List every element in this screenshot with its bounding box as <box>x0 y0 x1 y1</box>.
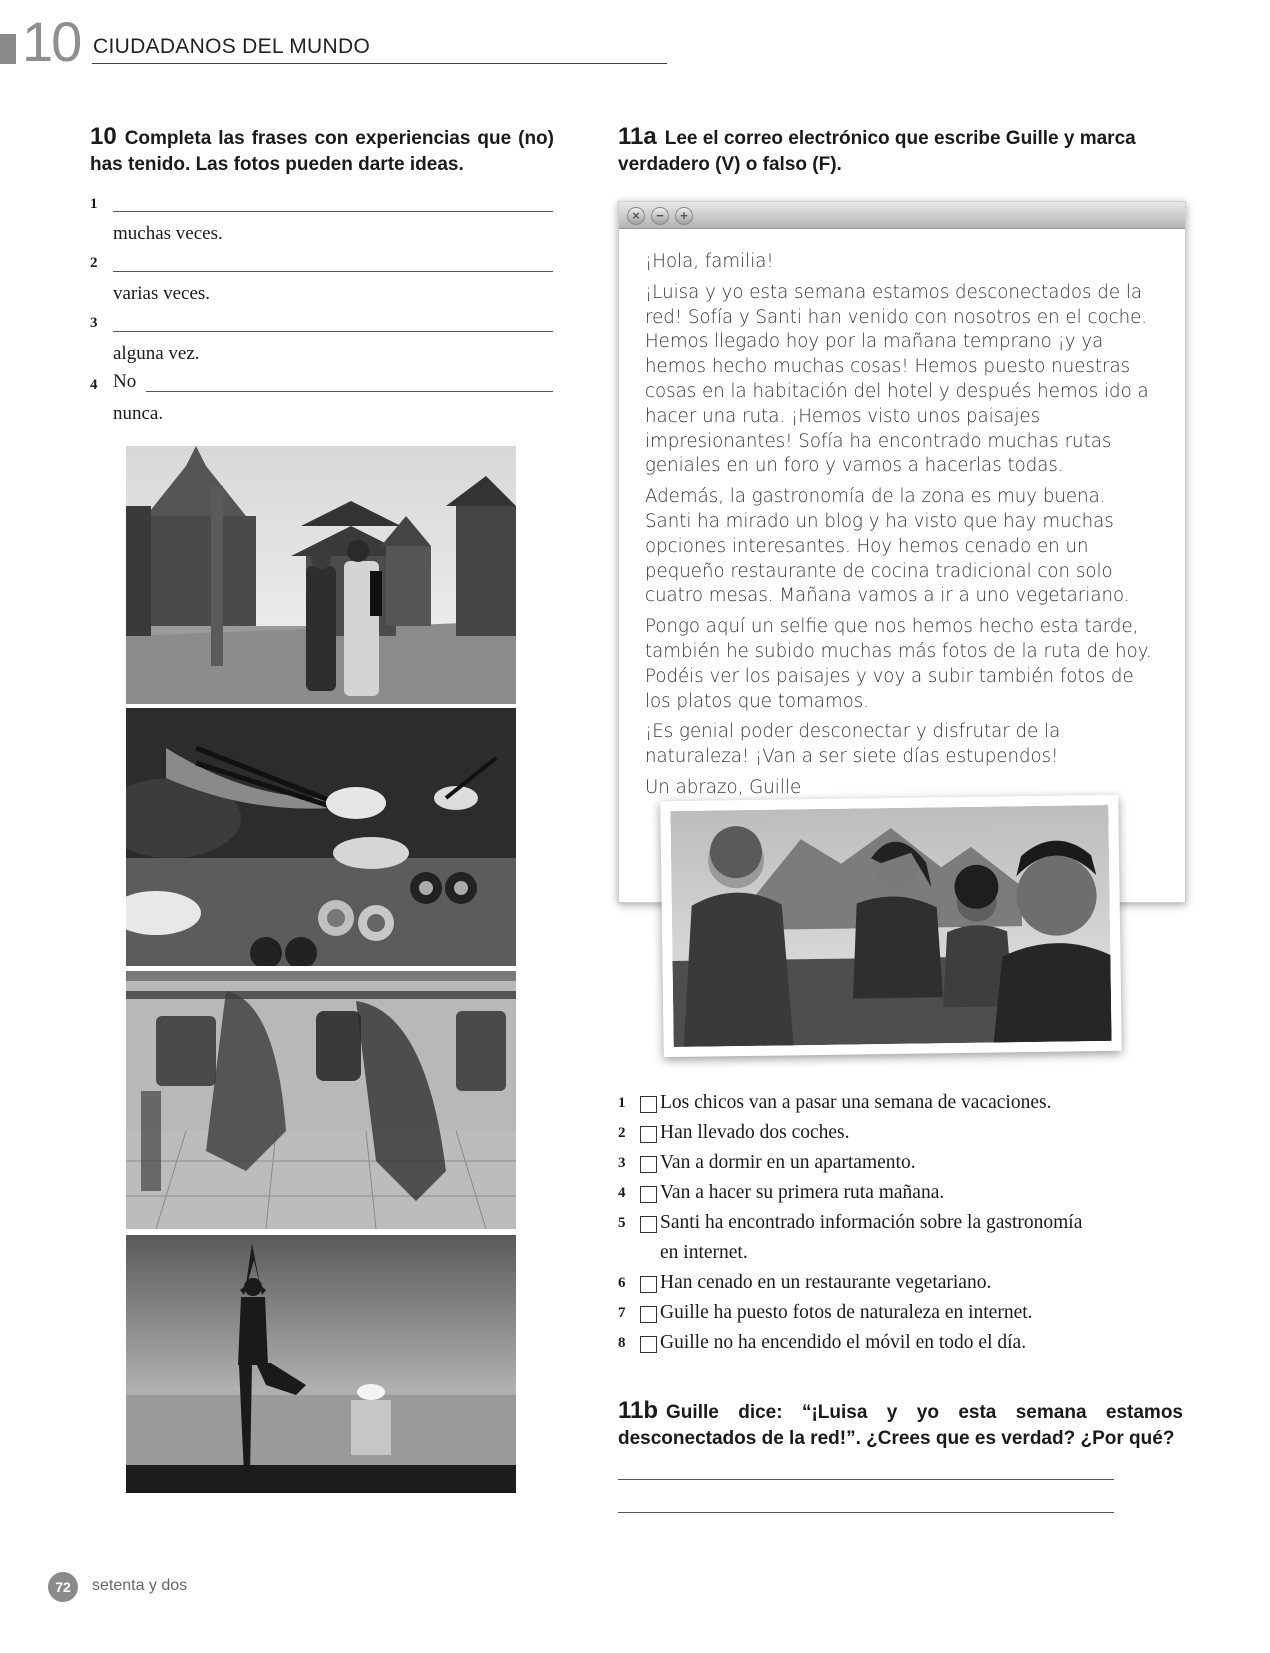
statement-number: 8 <box>618 1335 626 1351</box>
answer-line[interactable] <box>113 271 553 272</box>
answer-line[interactable] <box>113 211 553 212</box>
statement-text: Guille ha puesto fotos de naturaleza en internet. <box>660 1302 1033 1323</box>
exercise-instruction: Lee el correo electrónico que escribe Guille y marca verdadero (V) o falso (F). <box>618 128 1136 175</box>
item-number: 3 <box>90 315 98 331</box>
header-rule <box>92 63 667 64</box>
unit-number: 10 <box>22 10 81 73</box>
statement-text: Han llevado dos coches. <box>660 1122 850 1143</box>
statement-text: Van a dormir en un apartamento. <box>660 1152 916 1173</box>
subway-commuters-photo <box>126 971 516 1229</box>
sushi-chopsticks-photo <box>126 708 516 966</box>
answer-line[interactable] <box>113 331 553 332</box>
minimize-icon[interactable]: − <box>651 207 669 225</box>
statement-row <box>618 1268 1198 1298</box>
statement-text: Guille no ha encendido el móvil en todo el día. <box>660 1332 1027 1353</box>
selfie-photo <box>660 795 1122 1057</box>
answer-checkbox[interactable] <box>640 1306 657 1323</box>
statement-row <box>618 1328 1198 1358</box>
exercise-number: 11b <box>618 1397 659 1424</box>
exercise-11b-heading <box>618 1398 1183 1452</box>
statement-row <box>618 1178 1198 1208</box>
yoga-sunset-photo <box>126 1235 516 1493</box>
window-title-bar <box>619 202 1185 229</box>
item-number: 1 <box>90 196 98 212</box>
temple-travelers-photo <box>126 446 516 704</box>
answer-checkbox[interactable] <box>640 1216 657 1233</box>
answer-checkbox[interactable] <box>640 1156 657 1173</box>
statement-text-continued: en internet. <box>660 1242 748 1263</box>
item-prefix: No <box>113 371 137 392</box>
page-number-badge: 72 <box>48 1572 78 1602</box>
answer-line[interactable] <box>618 1512 1114 1513</box>
exercise-instruction: Guille dice: “¡Luisa y yo esta semana estamos desconectados de la red!”. ¿Crees que es verdad? ¿Por qué? <box>618 1402 1183 1449</box>
exercise-10-heading <box>90 124 554 178</box>
email-paragraph: Además, la gastronomía de la zona es muy buena. Santi ha mirado un blog y ha visto que hay muchas opciones interesantes. Hoy hemos cenado en un pequeño restaurante de cocina tradicional con solo cuatro mesas. Mañana vamos a ir a uno vegetariano. <box>645 486 1130 607</box>
statement-row <box>618 1298 1198 1328</box>
answer-checkbox[interactable] <box>640 1126 657 1143</box>
item-number: 2 <box>90 255 98 271</box>
exercise-instruction: Completa las frases con experiencias que (no) has tenido. Las fotos pueden darte ideas. <box>90 128 554 175</box>
statement-number: 4 <box>618 1185 626 1201</box>
email-paragraph: ¡Es genial poder desconectar y disfrutar de la naturaleza! ¡Van a ser siete días estupendos! <box>645 721 1061 768</box>
exercise-number: 11a <box>618 123 657 150</box>
item-ending: varias veces. <box>113 283 211 304</box>
item-ending: alguna vez. <box>113 343 200 364</box>
statement-number: 3 <box>618 1155 626 1171</box>
email-paragraph: ¡Luisa y yo esta semana estamos desconectados de la red! Sofía y Santi han venido con nosotros en el coche. Hemos llegado hoy por la mañana temprano ¡y ya hemos hecho muchas cosas! Hemos puesto nuestras cosas en la habitación del hotel y después hemos ido a hacer una ruta. ¡Hemos visto unos paisajes impresionantes! Sofía ha encontrado muchas rutas geniales en un foro y vamos a hacerlas todas. <box>645 281 1149 477</box>
statement-row <box>618 1088 1198 1118</box>
answer-checkbox[interactable] <box>640 1186 657 1203</box>
statement-number: 1 <box>618 1095 626 1111</box>
answer-line[interactable] <box>618 1479 1114 1480</box>
item-number: 4 <box>90 377 98 393</box>
statement-number: 2 <box>618 1125 626 1141</box>
unit-title: CIUDADANOS DEL MUNDO <box>93 35 371 58</box>
answer-line[interactable] <box>146 391 553 392</box>
true-false-list <box>618 1088 1198 1358</box>
statement-row <box>618 1148 1198 1178</box>
statement-row <box>618 1208 1198 1268</box>
item-ending: muchas veces. <box>113 223 223 244</box>
statement-number: 6 <box>618 1275 626 1291</box>
page-number-words: setenta y dos <box>92 1577 188 1594</box>
statement-text: Han cenado en un restaurante vegetariano. <box>660 1272 992 1293</box>
statement-text: Los chicos van a pasar una semana de vacaciones. <box>660 1092 1052 1113</box>
unit-marker <box>0 34 16 64</box>
answer-checkbox[interactable] <box>640 1336 657 1353</box>
email-greeting: ¡Hola, familia! <box>645 251 774 272</box>
statement-row <box>618 1118 1198 1148</box>
item-ending: nunca. <box>113 403 164 424</box>
email-closing: Un abrazo, Guille <box>645 776 802 798</box>
statement-number: 5 <box>618 1215 626 1231</box>
maximize-icon[interactable]: + <box>675 207 693 225</box>
email-body <box>645 250 1155 807</box>
statement-number: 7 <box>618 1305 626 1321</box>
statement-text: Santi ha encontrado información sobre la gastronomía <box>660 1212 1083 1233</box>
answer-checkbox[interactable] <box>640 1096 657 1113</box>
statement-text: Van a hacer su primera ruta mañana. <box>660 1182 945 1203</box>
close-icon[interactable]: × <box>627 207 645 225</box>
email-paragraph: Pongo aquí un selfie que nos hemos hecho esta tarde, también he subido muchas más fotos de la ruta de hoy. Podéis ver los paisajes y voy a subir también fotos de los platos que tomamos. <box>645 616 1152 712</box>
answer-checkbox[interactable] <box>640 1276 657 1293</box>
exercise-number: 10 <box>90 123 117 150</box>
exercise-11a-heading <box>618 124 1183 178</box>
